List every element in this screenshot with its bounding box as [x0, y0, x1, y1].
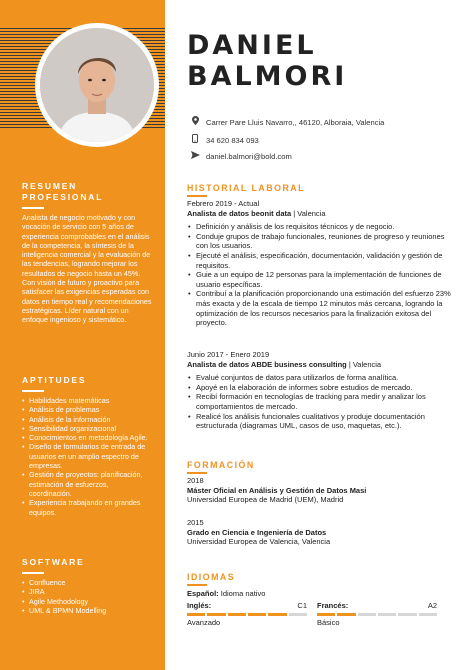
sidebar	[0, 0, 165, 670]
education-entry	[187, 476, 457, 505]
language-item-english	[187, 601, 307, 627]
map-pin-icon	[190, 116, 200, 128]
summary-title-2: PROFESIONAL	[22, 192, 104, 202]
native-language	[187, 589, 457, 599]
software-item: • UML & BPMN Modelling	[22, 606, 152, 615]
job-bullet: • Realicé los análisis funcionales cualitativos y produje documentación estructurada (diagramas UML, casos de uso, maquetas, etc.).	[187, 412, 457, 431]
language-name: Inglés:	[187, 601, 212, 610]
experience-rule	[187, 195, 207, 197]
skill-item: • Conocimientos en metodología Agile.	[22, 433, 152, 442]
skill-item: • Análisis de la información	[22, 415, 152, 424]
address-text: Carrer Pare Lluis Navarro,, 46120, Alboraia, Valencia	[206, 118, 385, 127]
job-location: | Valencia	[346, 359, 382, 369]
skill-item: • Experiencia trabajando en grandes equipos.	[22, 498, 152, 517]
language-level: Avanzado	[187, 618, 221, 627]
profile-photo	[40, 28, 154, 142]
level-segment	[228, 613, 246, 616]
education-year: 2015	[187, 518, 204, 527]
languages-rule	[187, 584, 207, 586]
contact-email	[190, 151, 292, 162]
education-title: FORMACIÓN	[187, 460, 255, 470]
skills-list	[22, 396, 152, 517]
level-segment	[289, 613, 307, 616]
job-bullet: • Recibí formación en tecnologías de tracking para medir y analizar los comportamientos de mercado.	[187, 392, 457, 411]
skills-title: APTITUDES	[22, 375, 87, 385]
job-bullets	[187, 222, 457, 328]
education-rule	[187, 472, 207, 474]
software-item: • JIRA	[22, 587, 152, 596]
level-segment	[337, 613, 355, 616]
software-rule	[22, 572, 44, 574]
level-segment	[248, 613, 266, 616]
level-segment	[419, 613, 437, 616]
job-role: Analista de datos beonit data	[187, 208, 292, 218]
phone-text: 34 620 834 093	[206, 136, 259, 145]
job-bullet: • Guie a un equipo de 12 personas para la implementación de funciones de usuario específicas.	[187, 270, 457, 289]
level-segment	[398, 613, 416, 616]
language-name: Francés:	[317, 601, 349, 610]
software-list	[22, 578, 152, 615]
education-school: Universidad Europea de Valencia, Valencia	[187, 537, 331, 547]
skills-rule	[22, 390, 44, 392]
skill-item: • Sensibilidad organizacional	[22, 424, 152, 433]
education-degree: Máster Oficial en Análisis y Gestión de Datos Masi	[187, 485, 367, 495]
education-school: Universidad Europea de Madrid (UEM), Madrid	[187, 495, 344, 505]
summary-title-1: RESUMEN	[22, 181, 78, 191]
level-segment	[317, 613, 335, 616]
language-level-bars	[317, 613, 437, 616]
skill-item: • Análisis de problemas	[22, 405, 152, 414]
job-bullet: • Ejecuté el análisis, especificación, documentación, validación y gestión de requisitos.	[187, 251, 457, 270]
send-icon	[190, 151, 200, 162]
level-segment	[358, 613, 376, 616]
job-entry	[187, 199, 457, 328]
job-location: | Valencia	[291, 208, 326, 218]
level-segment	[378, 613, 396, 616]
native-language-value: Idioma nativo	[218, 589, 266, 598]
skill-item: • Gestión de proyectos: planificación, estimación de esfuerzos, coordinación.	[22, 470, 152, 498]
phone-icon	[190, 134, 200, 146]
software-title: SOFTWARE	[22, 557, 85, 567]
contact-phone	[190, 134, 259, 146]
summary-text: Analista de negocio motivado y con vocación de servicio con 5 años de experiencia comprobables en el análisis de la competencia, la síntesis de la inteligencia comercial y la evaluación de las tendencias, logrando mejorar los resultados de negocio hasta un 45%. Con visión de futuro y proactivo para satisfacer las exigencias esperadas con datos en tiempo real y recomendaciones estratégicas. Líder natural con un enfoque ingenioso y sistemático.	[22, 213, 152, 325]
software-item: • Agile Methodology	[22, 597, 152, 606]
skill-item: • Diseño de formularios de entrada de usuarios en un amplio espectro de empresas.	[22, 442, 152, 470]
language-level-bars	[187, 613, 307, 616]
summary-section	[22, 181, 152, 325]
main-column	[165, 0, 474, 670]
job-dates: Junio 2017 - Enero 2019	[187, 350, 270, 359]
language-item-french	[317, 601, 437, 627]
job-bullets	[187, 373, 457, 431]
job-role: Analista de datos ABDE business consulting	[187, 359, 347, 369]
job-bullet: • Apoyé en la elaboración de informes sobre estudios de mercado.	[187, 383, 457, 393]
first-name: DANIEL	[187, 30, 317, 61]
skill-item: • Habilidades matemáticas	[22, 396, 152, 405]
education-entry	[187, 518, 457, 547]
job-bullet: • Contribuí a la planificación proporcionando una estimación del esfuerzo 23% más exacta y de la escala de tiempo 12 minutos más cercana, logrando la optimización de los recursos necesarios para la finalización exitosa del proyecto.	[187, 289, 457, 327]
software-section	[22, 557, 152, 615]
languages-title: IDIOMAS	[187, 572, 236, 582]
summary-rule	[22, 207, 44, 209]
job-dates: Febrero 2019 - Actual	[187, 199, 260, 208]
level-segment	[268, 613, 286, 616]
education-year: 2018	[187, 476, 204, 485]
job-entry	[187, 350, 457, 431]
job-bullet: • Evalué conjuntos de datos para utilizarlos de forma analítica.	[187, 373, 457, 383]
software-item: • Confluence	[22, 578, 152, 587]
language-level: Básico	[317, 618, 340, 627]
language-code: A2	[427, 601, 437, 610]
education-degree: Grado en Ciencia e Ingeniería de Datos	[187, 527, 327, 537]
language-code: C1	[297, 601, 307, 610]
experience-title: HISTORIAL LABORAL	[187, 183, 306, 193]
contact-address	[190, 116, 384, 128]
job-bullet: • Conduje grupos de trabajo funcionales, reuniones de progreso y reuniones con los usuarios.	[187, 232, 457, 251]
job-bullet: • Definición y análisis de los requisitos técnicos y de negocio.	[187, 222, 457, 232]
skills-section	[22, 375, 152, 517]
native-language-label: Español:	[187, 589, 219, 598]
email-text: daniel.balmori@bold.com	[206, 152, 292, 161]
name-heading	[187, 30, 347, 92]
level-segment	[187, 613, 205, 616]
last-name: BALMORI	[187, 61, 348, 92]
level-segment	[207, 613, 225, 616]
